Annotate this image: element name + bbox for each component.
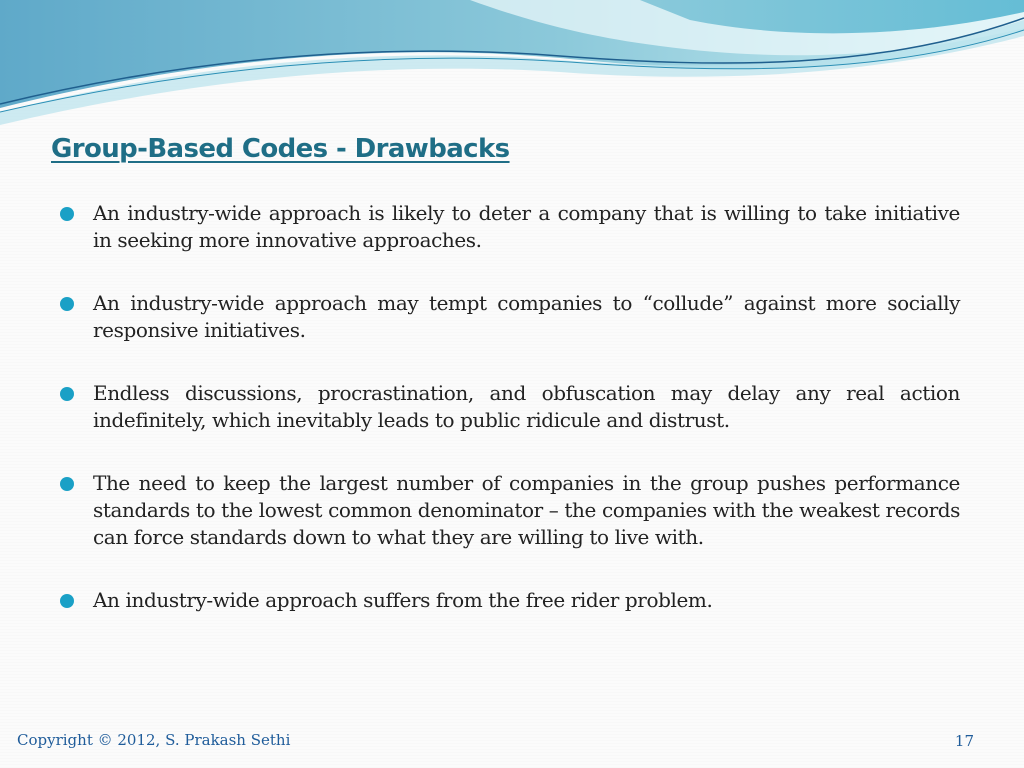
bullet-list [60,200,960,650]
bullet-dot-icon [60,387,74,401]
bullet-dot-icon [60,594,74,608]
page-number: 17 [954,732,974,750]
bullet-item [60,200,960,254]
slide-title: Group-Based Codes - Drawbacks [51,134,510,164]
bullet-dot-icon [60,477,74,491]
bullet-text: An industry-wide approach may tempt companies to “collude” against more socially responsive initiatives. [93,291,960,342]
bullet-item [60,290,960,344]
bullet-text: An industry-wide approach is likely to deter a company that is willing to take initiative in seeking more innovative approaches. [93,201,960,252]
bullet-dot-icon [60,297,74,311]
bullet-dot-icon [60,207,74,221]
bullet-text: An industry-wide approach suffers from the free rider problem. [93,588,713,612]
bullet-text: The need to keep the largest number of companies in the group pushes performance standards to the lowest common denominator – the companies with the weakest records can force standards down to what they are willing to live with. [93,471,960,549]
bullet-item [60,587,960,614]
bullet-item [60,470,960,551]
bullet-item [60,380,960,434]
bullet-text: Endless discussions, procrastination, and obfuscation may delay any real action indefinitely, which inevitably leads to public ridicule and distrust. [93,381,960,432]
footer-copyright: Copyright © 2012, S. Prakash Sethi [17,731,291,749]
header-wave-decoration [0,0,1024,125]
